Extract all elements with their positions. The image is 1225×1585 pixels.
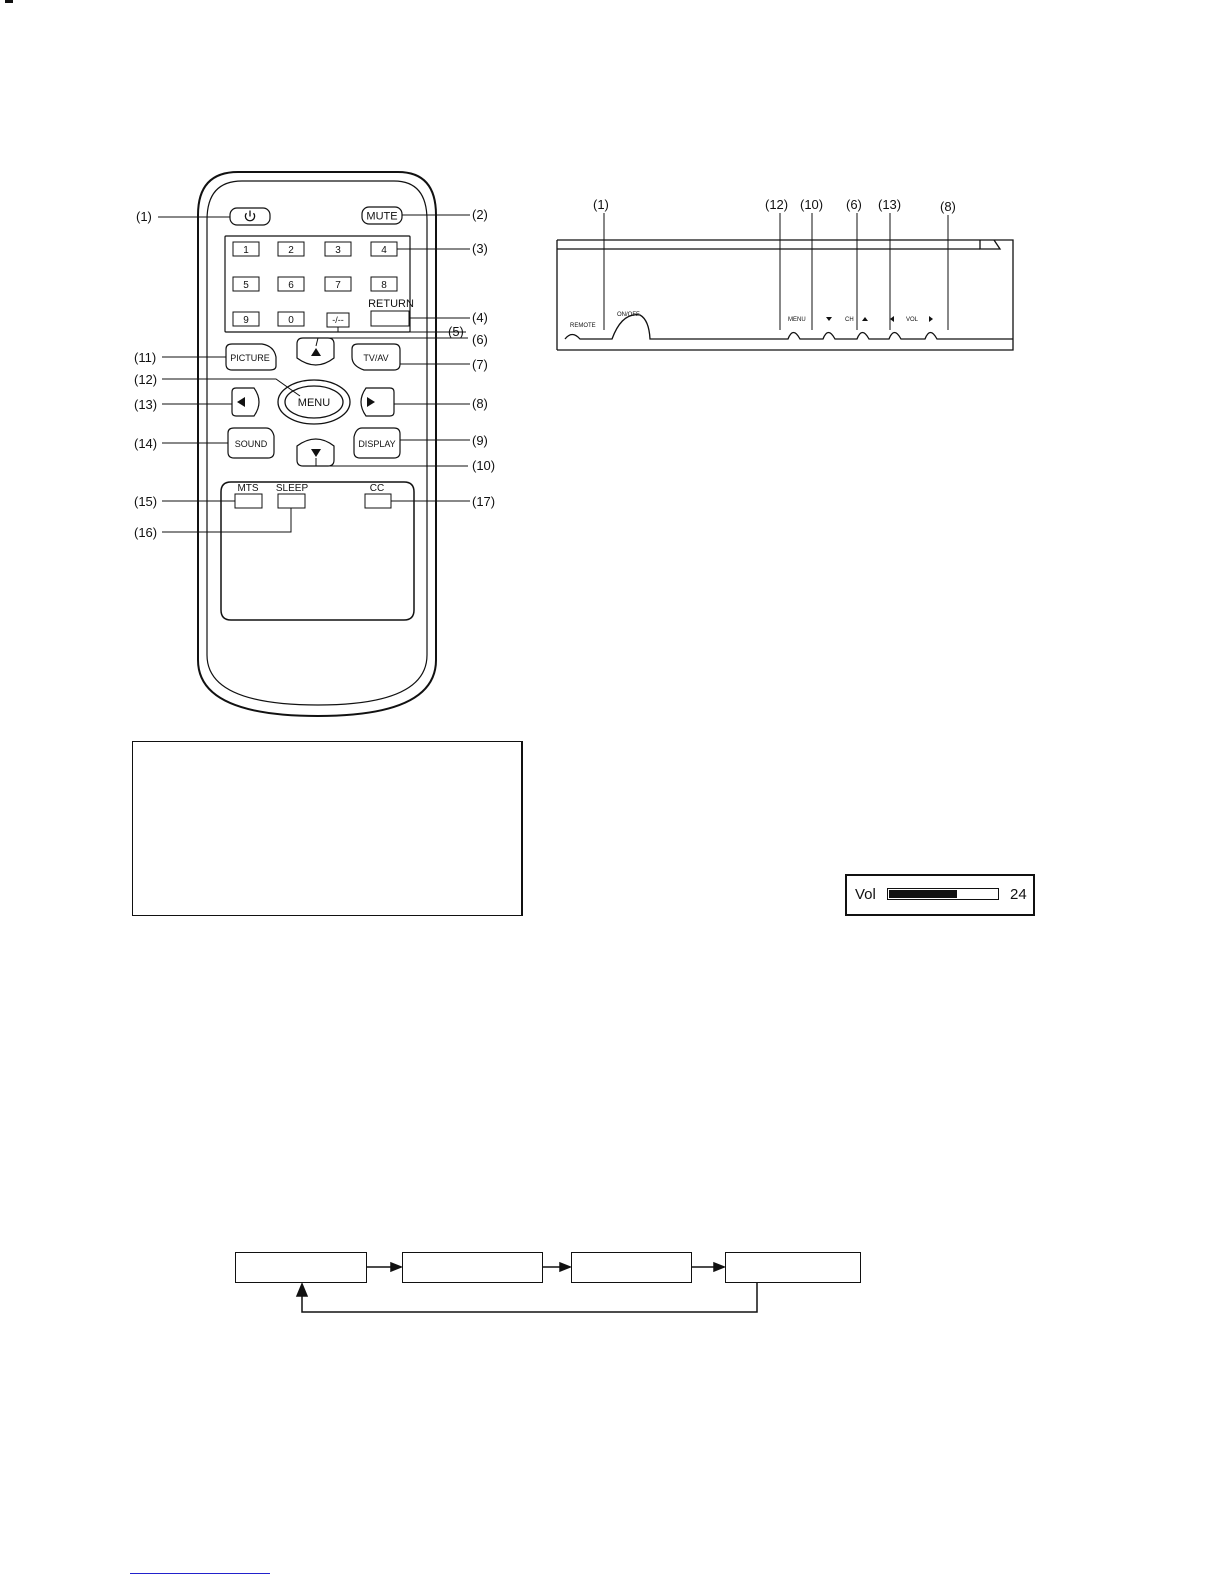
mute-button[interactable] [362,207,402,224]
callout-8: (8) [472,396,488,411]
digit-button-1[interactable] [233,242,259,256]
panel-callout-1: (1) [593,197,609,212]
digit-button-4[interactable] [371,242,397,256]
volume-value: 24 [1010,886,1027,903]
panel-callout-10: (10) [800,197,824,212]
right-button[interactable] [361,388,394,416]
panel-ch-label: CH [845,317,854,323]
mts-button[interactable] [235,494,262,508]
panel-callout-6: (6) [846,197,862,212]
flow-box-2 [403,1253,543,1283]
panel-vol-down-button[interactable] [887,327,903,339]
mts-label: MTS [237,483,259,494]
svg-text:MUTE: MUTE [366,210,398,223]
left-button[interactable] [232,388,259,416]
svg-text:4: 4 [381,245,387,256]
cc-button[interactable] [365,494,391,508]
svg-text:1: 1 [243,245,249,256]
svg-text:DISPLAY: DISPLAY [358,439,396,449]
svg-text:SOUND: SOUND [234,439,268,449]
flow-box-1 [236,1253,367,1283]
panel-onoff-button[interactable] [614,318,650,339]
panel-menu-button[interactable] [786,327,802,339]
panel-up-icon [862,317,868,321]
svg-text:6: 6 [288,280,294,291]
panel-ch-down-button[interactable] [821,327,837,339]
callout-7: (7) [472,357,488,372]
svg-text:-/--: -/-- [332,315,344,325]
tvav-button[interactable] [352,344,400,370]
digit-button-9[interactable] [233,312,259,326]
power-button[interactable] [230,208,270,225]
volume-label: Vol [855,886,876,903]
digit-button-8[interactable] [371,277,397,291]
callout-3: (3) [472,241,488,256]
callout-1: (1) [136,209,152,224]
callout-9: (9) [472,433,488,448]
svg-text:9: 9 [243,315,249,326]
panel-remote-label: REMOTE [570,323,596,329]
callout-4: (4) [472,310,488,325]
panel-callout-8: (8) [940,199,956,214]
display-button[interactable] [354,428,400,458]
panel-left-icon [890,316,894,322]
svg-text:TV/AV: TV/AV [363,353,389,363]
sound-button[interactable] [228,428,274,458]
panel-down-icon [826,317,832,321]
svg-text:7: 7 [335,280,341,291]
panel-right-icon [929,316,933,322]
note-box [133,742,523,917]
return-label: RETURN [368,298,414,310]
callout-17: (17) [472,494,496,509]
return-button[interactable] [371,311,409,326]
sleep-button[interactable] [278,494,305,508]
footer-underline [130,1573,270,1574]
callout-6: (6) [472,332,488,347]
volume-bar-fill [889,890,957,898]
volume-osd [845,874,1035,916]
panel-leader-lines [604,213,948,330]
svg-text:3: 3 [335,245,341,256]
panel-vol-up-button[interactable] [923,327,939,339]
digit-button-3[interactable] [325,242,351,256]
digit-button-6[interactable] [278,277,304,291]
callout-13: (13) [134,397,158,412]
panel-onoff-label: ON/OFF [617,312,640,318]
callout-14: (14) [134,436,158,451]
sleep-label: SLEEP [275,483,309,494]
svg-text:PICTURE: PICTURE [230,353,270,363]
svg-text:MENU: MENU [297,397,331,409]
svg-text:8: 8 [381,280,387,291]
digit-button-2[interactable] [278,242,304,256]
flow-box-3 [572,1253,692,1283]
callout-11: (11) [134,350,157,365]
digit-button-5[interactable] [233,277,259,291]
flow-box-4 [726,1253,861,1283]
volume-bar [887,888,999,900]
remote-leader-lines [158,215,470,532]
svg-text:0: 0 [288,315,294,326]
callout-16: (16) [134,525,158,540]
callout-5: (5) [448,324,464,339]
dash-button[interactable] [327,313,349,327]
digit-button-7[interactable] [325,277,351,291]
up-button[interactable] [297,338,334,365]
panel-menu-label: MENU [788,317,806,323]
panel-vol-label: VOL [906,317,919,323]
callout-12: (12) [134,372,158,387]
svg-text:2: 2 [288,245,294,256]
menu-button[interactable] [278,380,350,424]
flow-diagram [236,1253,861,1313]
panel-callout-12: (12) [765,197,789,212]
panel-callout-13: (13) [878,197,902,212]
picture-button[interactable] [226,344,276,370]
cc-label: CC [369,483,385,494]
svg-text:5: 5 [243,280,249,291]
callout-2: (2) [472,207,488,222]
digit-button-0[interactable] [278,312,304,326]
callout-15: (15) [134,494,158,509]
callout-10: (10) [472,458,496,473]
